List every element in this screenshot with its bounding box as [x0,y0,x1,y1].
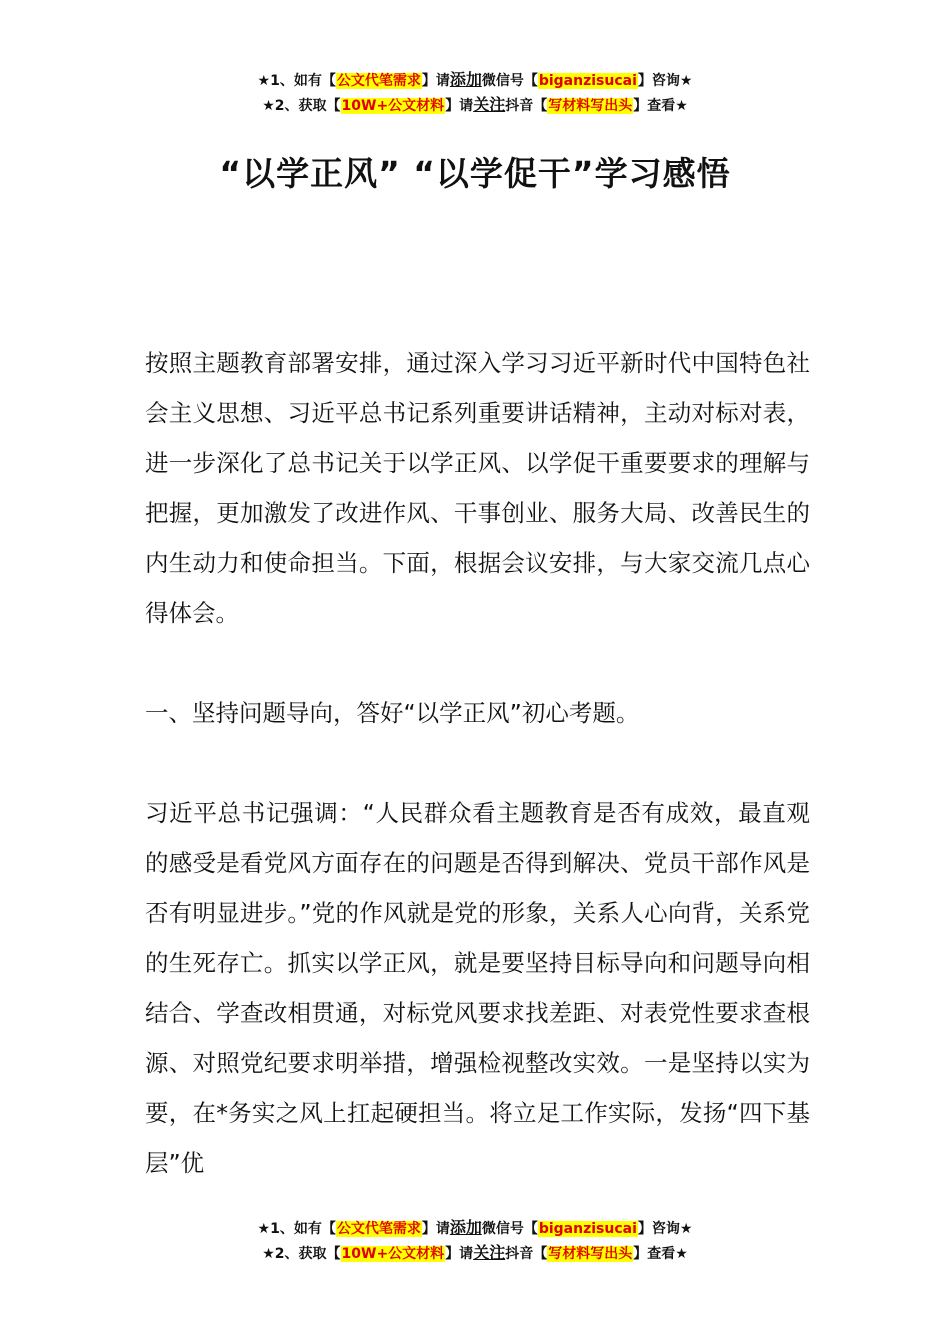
banner-emphasis: 添加 [449,70,482,89]
banner-wechat-id: biganzisucai [538,73,637,89]
banner-line-2: ★2、获取【10W+公文材料】请关注抖音【写材料写出头】查看★ [262,1243,688,1262]
banner-douyin-id: 写材料写出头 [548,1246,633,1262]
banner-highlight: 10W+公文材料 [341,98,445,114]
document-title: “以学正风” “以学促干”学习感悟 [219,154,731,193]
footer-banner [0,1216,950,1266]
banner-wechat-id: biganzisucai [538,1221,637,1237]
banner-emphasis: 关注 [473,1243,506,1262]
banner-emphasis: 关注 [473,95,506,114]
section-heading-1: 一、坚持问题导向，答好“以学正风”初心考题。 [145,699,640,727]
banner-line-1: ★1、如有【公文代笔需求】请添加微信号【biganzisucai】咨询★ [257,1218,693,1237]
paragraph-intro: 按照主题教育部署安排，通过深入学习习近平新时代中国特色社会主义思想、习近平总书记系列重要讲话精神，主动对标对表，进一步深化了总书记关于以学正风、以学促干重要要求的理解与把握，更加激发了改进作风、干事创业、服务大局、改善民生的内生动力和使命担当。下面，根据会议安排，与大家交流几点心得体会。 [145,349,810,627]
banner-highlight: 公文代笔需求 [336,1221,421,1237]
banner-emphasis: 添加 [449,1218,482,1237]
banner-line-1: ★1、如有【公文代笔需求】请添加微信号【biganzisucai】咨询★ [257,70,693,89]
banner-douyin-id: 写材料写出头 [548,98,633,114]
header-banner [0,68,950,118]
banner-highlight: 10W+公文材料 [341,1246,445,1262]
paragraph-section-1: 习近平总书记强调：“人民群众看主题教育是否有成效，最直观的感受是看党风方面存在的问题是否得到解决、党员干部作风是否有明显进步。”党的作风就是党的形象，关系人心向背，关系党的生死存亡。抓实以学正风，就是要坚持目标导向和问题导向相结合、学查改相贯通，对标党风要求找差距、对表党性要求查根源、对照党纪要求明举措，增强检视整改实效。一是坚持以实为要，在*务实之风上扛起硬担当。将立足工作实际，发扬“四下基层”优 [145,799,810,1177]
banner-highlight: 公文代笔需求 [336,73,421,89]
banner-line-2: ★2、获取【10W+公文材料】请关注抖音【写材料写出头】查看★ [262,95,688,114]
